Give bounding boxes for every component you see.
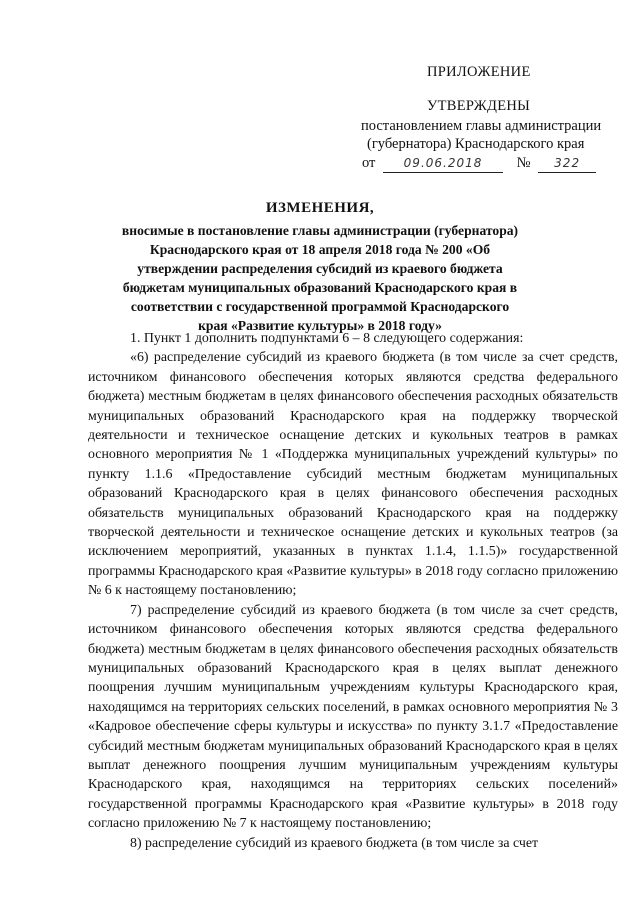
number-prefix: № [516,155,531,171]
date-prefix: от [362,155,376,171]
paragraph-3: 7) распределение субсидий из краевого бюджета (в том числе за счет средств, источником финансового обеспечения которых являются средства федерального бюджета) местным бюджетам в целях финансового обеспечения расходных обязательств муниципальных образований Краснодарского края в целях выплат денежного поощрения лучшим муниципальным учреждениям культуры Краснодарского края, находящимся на территориях сельских поселений, в рамках основного мероприятия № 3 «Кадровое обеспечение сферы культуры и искусства» по пункту 3.1.7 «Предоставление субсидий местным бюджетам муниципальных образований Краснодарского края в целях выплат денежного поощрения лучшим муниципальным учреждениям культуры Краснодарского края, находящимся на территориях сельских поселений» государственной программы Краснодарского края «Развитие культуры» в 2018 году согласно приложению № 7 к настоящему постановлению; [88,602,618,832]
handwritten-date: 09.06.2018 [383,154,503,173]
paragraph-1: 1. Пункт 1 дополнить подпунктами 6 – 8 следующего содержания: [130,331,524,346]
approved-label: УТВЕРЖДЕНЫ [427,98,531,114]
page-title: ИЗМЕНЕНИЯ, [265,200,375,216]
paragraph-4: 8) распределение субсидий из краевого бюджета (в том числе за счет [130,835,539,851]
approved-by-line-1: постановлением главы администрации [361,118,602,134]
handwritten-number: 322 [538,154,596,173]
document-body [88,329,618,853]
approved-by-line-2: (губернатора) Краснодарского края [367,136,585,152]
appendix-label: ПРИЛОЖЕНИЕ [427,64,531,80]
approval-date-row [362,154,596,173]
page-subtitle: вносимые в постановление главы администрации (губернатора) Краснодарского края от 18 апреля 2018 года № 200 «Об утверждении распределения субсидий из краевого бюджета бюджетам муниципальных образований Краснодарского края в соответствии с государственной программой Краснодарского края «Развитие культуры» в 2018 году» [121,223,519,333]
paragraph-2: «6) распределение субсидий из краевого бюджета (в том числе за счет средств, источником финансового обеспечения которых являются средства федерального бюджета) местным бюджетам в целях финансового обеспечения расходных обязательств муниципальных образований Краснодарского края на поддержку творческой деятельности и техническое оснащение детских и кукольных театров в рамках основного мероприятия № 1 «Поддержка муниципальных учреждений культуры» по пункту 1.1.6 «Предоставление субсидий местным бюджетам муниципальных образований Краснодарского края в целях финансового обеспечения расходных обязательств муниципальных образований Краснодарского края на поддержку творческой деятельности и техническое оснащение детских и кукольных театров (за исключением мероприятий, указанных в пунктах 1.1.4, 1.1.5)» государственной программы Краснодарского края «Развитие культуры» в 2018 году согласно приложению № 6 к настоящему постановлению; [88,350,618,599]
